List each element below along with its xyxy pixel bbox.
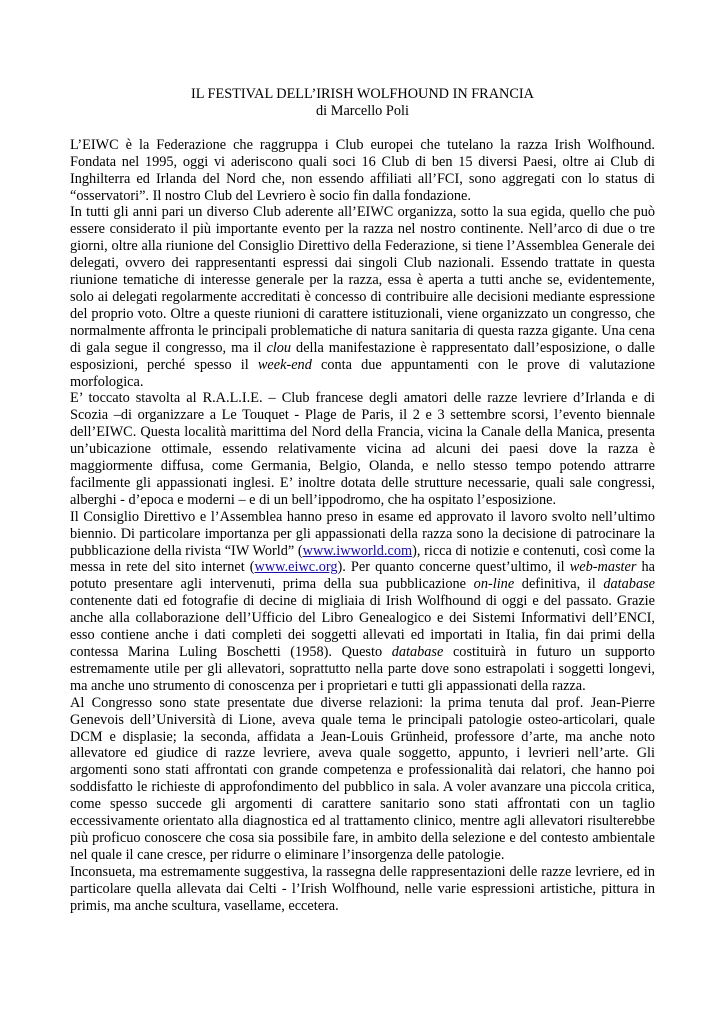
- link-iwworld[interactable]: www.iwworld.com: [302, 542, 413, 559]
- article-author: di Marcello Poli: [316, 102, 409, 119]
- text-run: In tutti gli anni pari un diverso Club aderente all’EIWC organizza, sotto la sua egida, quello che può essere considerato il più importante evento per la razza nel nostro continente. Nell’arco di due o tre giorni, oltre alla riunione del Consiglio Direttivo della Federazione, si tiene l’Assemblea Generale dei delegati, ovvero dei rappresentanti espressi dai singoli Club nazionali. Essendo trattate in questa riunione tematiche di interesse generale per la razza, essa è aperta a tutti anche se, evidentemente, solo ai delegati regolarmente accreditati è concesso di contribuire alle decisioni mediante espressione del proprio voto. Oltre a queste riunioni di carattere istituzionali, viene organizzato un congresso, che normalmente affronta le principali problematiche di natura sanitaria di questa razza gigante. Una cena di gala segue il congresso, ma il: [70, 204, 655, 356]
- text-run: della manifestazione è rappresentato dall’esposizione, o dalle esposizioni, perché spesso il: [70, 339, 655, 373]
- paragraph-biennial-event: [70, 204, 655, 390]
- text-run: conta due appuntamenti con le prove di valutazione morfologica.: [70, 356, 655, 390]
- text-run: contenente dati ed fotografie di decine di migliaia di Irish Wolfhound di oggi e del passato. Grazie anche alla collaborazione dell’Ufficio del Libro Genealogico e dei Sistemi Informativi dell’ENCI, esso contiene anche i dati completi dei soggetti allevati ed importati in Italia, fin dai primi della contessa Marina Luling Boschetti (1958). Questo: [70, 593, 655, 660]
- paragraph-art-review: Inconsueta, ma estremamente suggestiva, la rassegna delle rappresentazioni delle razze levriere, ed in particolare quella allevata dai Celti - l’Irish Wolfhound, nelle varie espressioni artistiche, pittura in primis, ma anche scultura, vasellame, eccetera.: [70, 863, 655, 914]
- paragraph-congress: Al Congresso sono state presentate due diverse relazioni: la prima tenuta dal prof. Jean-Pierre Genevois dell’Università di Lione, aveva quale tema le principali patologie osteo-articolari, quale DCM e displasie; la seconda, affidata a Jean-Louis Grünheid, professore d’arte, ma anche noto allevatore ed giudice di razze levriere, aveva quale soggetto, appunto, i levrieri nell’arte. Gli argomenti sono stati affrontati con grande competenza e professionalità dai relatori, che hanno poi soddisfatto le richieste di approfondimento del pubblico in sala. A voler avanzare una piccola critica, come spesso succede gli argomenti di carattere sanitario sono stati affrontati con un taglio eccessivamente orientato alla diagnostica ed al trattamento clinico, mentre agli allevatori risulterebbe più proficuo conoscere che cosa sia possibile fare, in ambito della selezione e del contesto ambientale nel quale il cane cresce, per ridurre o eliminare l’insorgenza delle patologie.: [70, 694, 655, 863]
- italic-term: database: [603, 576, 655, 593]
- text-run: ha potuto presentare agli intervenuti, prima della sua pubblicazione: [70, 559, 655, 593]
- paragraph-ralie-le-touquet: E’ toccato stavolta al R.A.L.I.E. – Club francese degli amatori delle razze levriere d’Irlanda e di Scozia –di organizzare a Le Touquet - Plage de Paris, il 2 e 3 settembre scorsi, l’evento biennale dell’EIWC. Questa località marittima del Nord della Francia, vicina la Canale della Manica, presenta un’ubicazione ottimale, essendo relativamente vicina ad alcuni dei paesi dove la razza è maggiormente diffusa, come Germania, Belgio, Olanda, e nello stesso tempo potendo attrarre facilmente gli appassionati inglesi. E’ inoltre dotata delle strutture necessarie, quali sale congressi, alberghi - d’epoca e moderni – e di un bell’ippodromo, che ha ospitato l’esposizione.: [70, 390, 655, 508]
- italic-term: week-end: [257, 356, 312, 373]
- text-run: costituirà in futuro un supporto estremamente utile per gli allevatori, soprattutto nella parte dove sono estrapolati i soggetti longevi, ma anche uno strumento di conoscenza per i proprietari e tutti gli appassionati della razza.: [70, 644, 656, 694]
- paragraph-council-assembly: [70, 509, 655, 695]
- link-eiwc[interactable]: www.eiwc.org: [254, 559, 338, 576]
- italic-term: clou: [266, 339, 292, 356]
- document-page: [70, 86, 655, 915]
- paragraph-eiwc-intro: L’EIWC è la Federazione che raggruppa i Club europei che tutelano la razza Irish Wolfhound. Fondata nel 1995, oggi vi aderiscono quali soci 16 Club di ben 15 diversi Paesi, oltre ai Club di Inghilterra ed Irlanda del Nord che, non essendo affiliati all’FCI, sono aggregati con lo status di “osservatori”. Il nostro Club del Levriero è socio fin dalla fondazione.: [70, 136, 655, 204]
- text-run: ). Per quanto concerne quest’ultimo, il: [337, 559, 570, 576]
- italic-term: database: [391, 644, 444, 660]
- text-run: Il Consiglio Direttivo e l’Assemblea hanno preso in esame ed approvato il lavoro svolto nell’ultimo biennio. Di particolare importanza per gli appassionati della razza sono la decisione di patrocinare la pubblicazione della rivista “IW World” (: [70, 508, 655, 559]
- text-run: ), ricca di notizie e contenuti, così come la messa in rete del sito internet (: [70, 542, 655, 576]
- article-title: IL FESTIVAL DELL’IRISH WOLFHOUND IN FRANCIA: [191, 86, 534, 102]
- italic-term: on-line: [473, 576, 515, 593]
- text-run: definitiva, il: [514, 576, 604, 593]
- spacer: [70, 120, 655, 137]
- italic-term: web-master: [569, 559, 637, 576]
